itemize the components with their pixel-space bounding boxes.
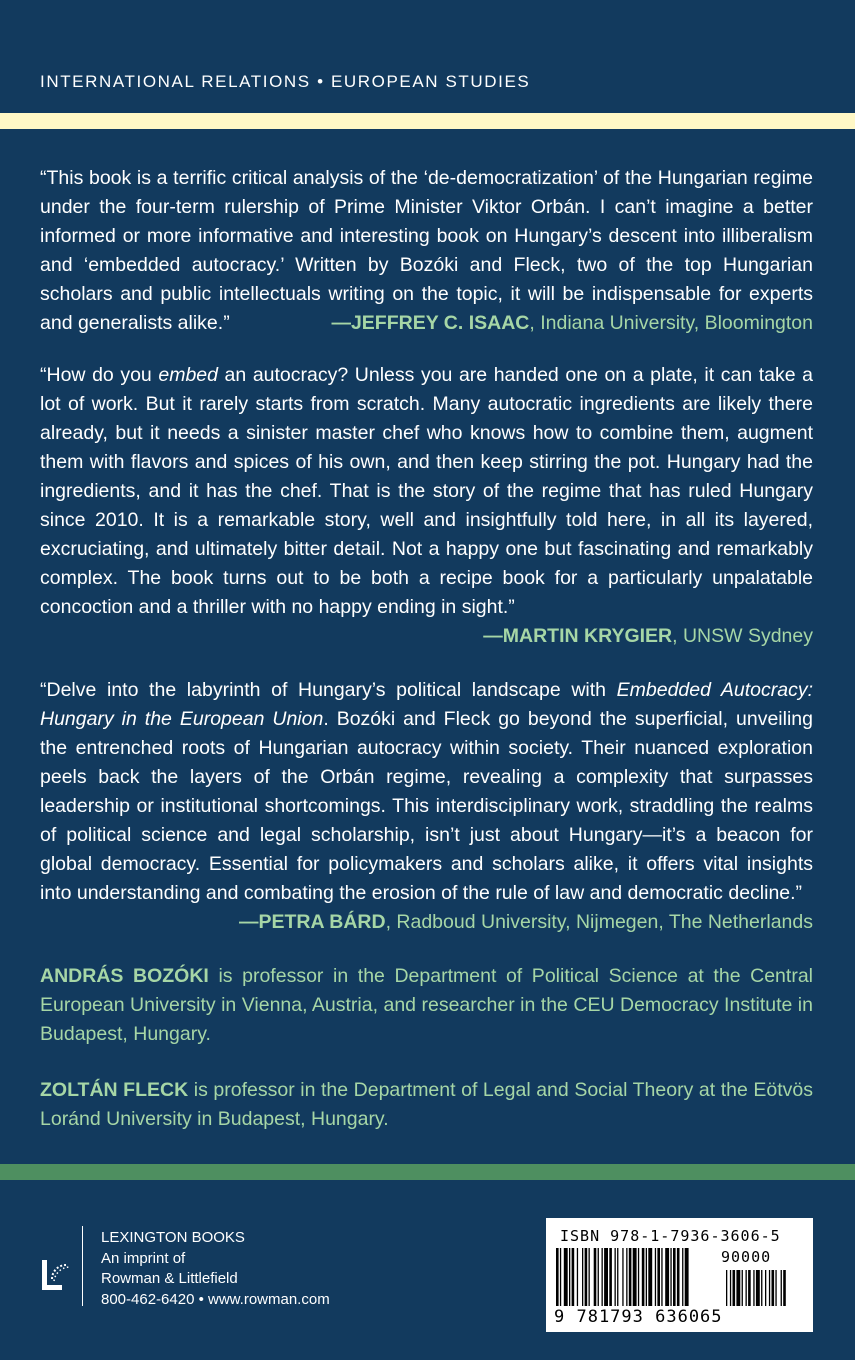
barcode-bar	[560, 1248, 561, 1306]
barcode-bar	[572, 1248, 575, 1306]
author-name: ZOLTÁN FLECK	[40, 1079, 189, 1101]
publisher-name: LEXINGTON BOOKS	[101, 1229, 245, 1246]
publisher-contact: 800-462-6420 • www.rowman.com	[101, 1290, 330, 1308]
barcode-bar	[748, 1270, 751, 1306]
barcode-bar	[642, 1248, 645, 1306]
barcode-bar	[638, 1248, 639, 1306]
ean-digits: 9 781793 636065	[554, 1307, 723, 1327]
review-bard	[40, 676, 813, 937]
barcode-bar	[602, 1248, 603, 1306]
barcode-bar	[556, 1248, 559, 1306]
barcode-bar	[746, 1270, 747, 1306]
barcode-bar	[665, 1248, 669, 1306]
publisher-divider	[82, 1226, 83, 1306]
author-bio-bozoki	[40, 962, 813, 1049]
barcode-bar	[585, 1248, 588, 1306]
barcode-bar	[582, 1248, 583, 1306]
reviewer-name: —PETRA BÁRD	[238, 911, 386, 933]
lexington-logo-icon	[40, 1254, 74, 1294]
review-quote-post: . Bozóki and Fleck go beyond the superficial, unveiling the entrenched roots of Hungarian autocracy within society. Their nuanced exploration peels back the layers of the Orbán regime, revealing a complexity that surpasses leadership or institutional shortcomings. This interdisciplinary work, straddling the realms of political science and legal scholarship, isn’t just about Hungary—it’s a beacon for global democracy. Essential for policymakers and scholars alike, it offers vital insights into understanding and combating the erosion of the rule of law and democratic decline.”	[40, 708, 813, 904]
barcode-bar	[615, 1248, 616, 1306]
price-code: 90000	[721, 1248, 772, 1266]
barcode-bar	[633, 1248, 637, 1306]
review-quote-pre: “How do you	[40, 364, 159, 386]
barcode-bar	[569, 1248, 570, 1306]
barcode-bar	[775, 1270, 776, 1306]
green-divider	[0, 1164, 855, 1180]
barcode-bar	[626, 1248, 627, 1306]
review-attribution	[40, 622, 813, 651]
barcode-bar	[772, 1270, 775, 1306]
barcode-bar	[677, 1248, 680, 1306]
publisher-parent: Rowman & Littlefield	[101, 1270, 238, 1287]
cream-band	[0, 113, 855, 129]
barcode-bar	[670, 1248, 671, 1306]
review-attribution	[331, 309, 813, 338]
barcode-bar	[617, 1248, 618, 1306]
barcode-bar	[598, 1248, 599, 1306]
isbn-barcode	[546, 1218, 813, 1332]
barcode-bar	[609, 1248, 612, 1306]
barcode-bar	[589, 1248, 590, 1306]
barcode-bar	[761, 1270, 762, 1306]
barcode-bar	[648, 1248, 652, 1306]
barcode-bar	[685, 1248, 689, 1306]
barcode-bar	[622, 1248, 623, 1306]
review-quote-post: an autocracy? Unless you are handed one on a plate, it can take a lot of work. But it rarely starts from scratch. Many autocratic ingredients are likely there already, but it needs a sinister master chef who knows how to combine them, augment them with flavors and spices of his own, and then keep stirring the pot. Hungary had the ingredients, and it has the chef. That is the story of the regime that has ruled Hungary since 2010. It is a remarkable story, well and insightfully told here, in all its layered, excruciating, and ultimately bitter detail. Not a happy one but fascinating and remarkably complex. The book turns out to be both a recipe book for a particularly unpalatable concoction and a thriller with no happy ending in sight.”	[40, 364, 814, 618]
barcode-bar	[730, 1270, 731, 1306]
review-isaac	[40, 164, 813, 338]
reviewer-affiliation: , Radboud University, Nijmegen, The Netherlands	[385, 911, 813, 933]
barcode-bar	[769, 1270, 770, 1306]
reviewer-affiliation: , Indiana University, Bloomington	[529, 312, 813, 334]
barcode-bar	[646, 1248, 647, 1306]
barcode-bar	[756, 1270, 760, 1306]
barcode-bar	[629, 1248, 632, 1306]
review-quote: “This book is a terrific critical analysis of the ‘de-democratization’ of the Hungarian regime under the four-term rulership of Prime Minister Viktor Orbán. I can’t imagine a better informed or more informative and interesting book on Hungary’s descent into illiberalism and ‘embedded autocracy.’ Written by Bozóki and Fleck, two of the top Hungarian scholars and public intellectuals writing on the topic, it will be indispensable for experts and generalists alike.”	[40, 167, 813, 334]
barcode-bar	[657, 1248, 660, 1306]
barcode-bar	[604, 1248, 608, 1306]
review-quote-pre: “Delve into the labyrinth of Hungary’s political landscape with	[40, 679, 617, 701]
publisher-imprint-line: An imprint of	[101, 1249, 186, 1267]
barcode-bar	[673, 1248, 676, 1306]
publisher-block	[40, 1226, 330, 1306]
barcode-bar	[781, 1270, 782, 1306]
review-krygier	[40, 361, 813, 651]
reviewer-affiliation: , UNSW Sydney	[672, 625, 813, 647]
barcode-bar	[682, 1248, 683, 1306]
barcode-bar	[783, 1270, 786, 1306]
review-quote-emphasis: Embedded Autocracy: Hungary in the European Union	[40, 679, 813, 730]
review-quote-emphasis: embed	[158, 364, 218, 386]
barcode-bar	[753, 1270, 754, 1306]
barcode-bar	[655, 1248, 656, 1306]
publisher-text	[101, 1228, 330, 1310]
barcode-bar	[594, 1248, 597, 1306]
barcode-bar	[661, 1248, 662, 1306]
barcode-bar	[742, 1270, 743, 1306]
review-attribution	[40, 908, 813, 937]
author-name: ANDRÁS BOZÓKI	[40, 965, 209, 987]
reviewer-name: —MARTIN KRYGIER	[483, 625, 673, 647]
barcode-bar	[736, 1270, 740, 1306]
barcode-bar	[577, 1248, 578, 1306]
author-bio-text: is professor in the Department of Political Science at the Central European University in Vienna, Austria, and researcher in the CEU Democracy Institute in Budapest, Hungary.	[40, 965, 813, 1045]
barcode-bar	[726, 1270, 727, 1306]
category-header: INTERNATIONAL RELATIONS • EUROPEAN STUDIES	[40, 72, 531, 91]
barcode-bar	[564, 1248, 568, 1306]
barcode-bar	[765, 1270, 766, 1306]
isbn-number: ISBN 978-1-7936-3606-5	[560, 1227, 781, 1245]
barcode-bar	[733, 1270, 736, 1306]
author-bio-text: is professor in the Department of Legal and Social Theory at the Eötvös Loránd University in Budapest, Hungary.	[40, 1079, 814, 1130]
author-bio-fleck	[40, 1076, 813, 1134]
reviewer-name: —JEFFREY C. ISAAC	[331, 312, 530, 334]
